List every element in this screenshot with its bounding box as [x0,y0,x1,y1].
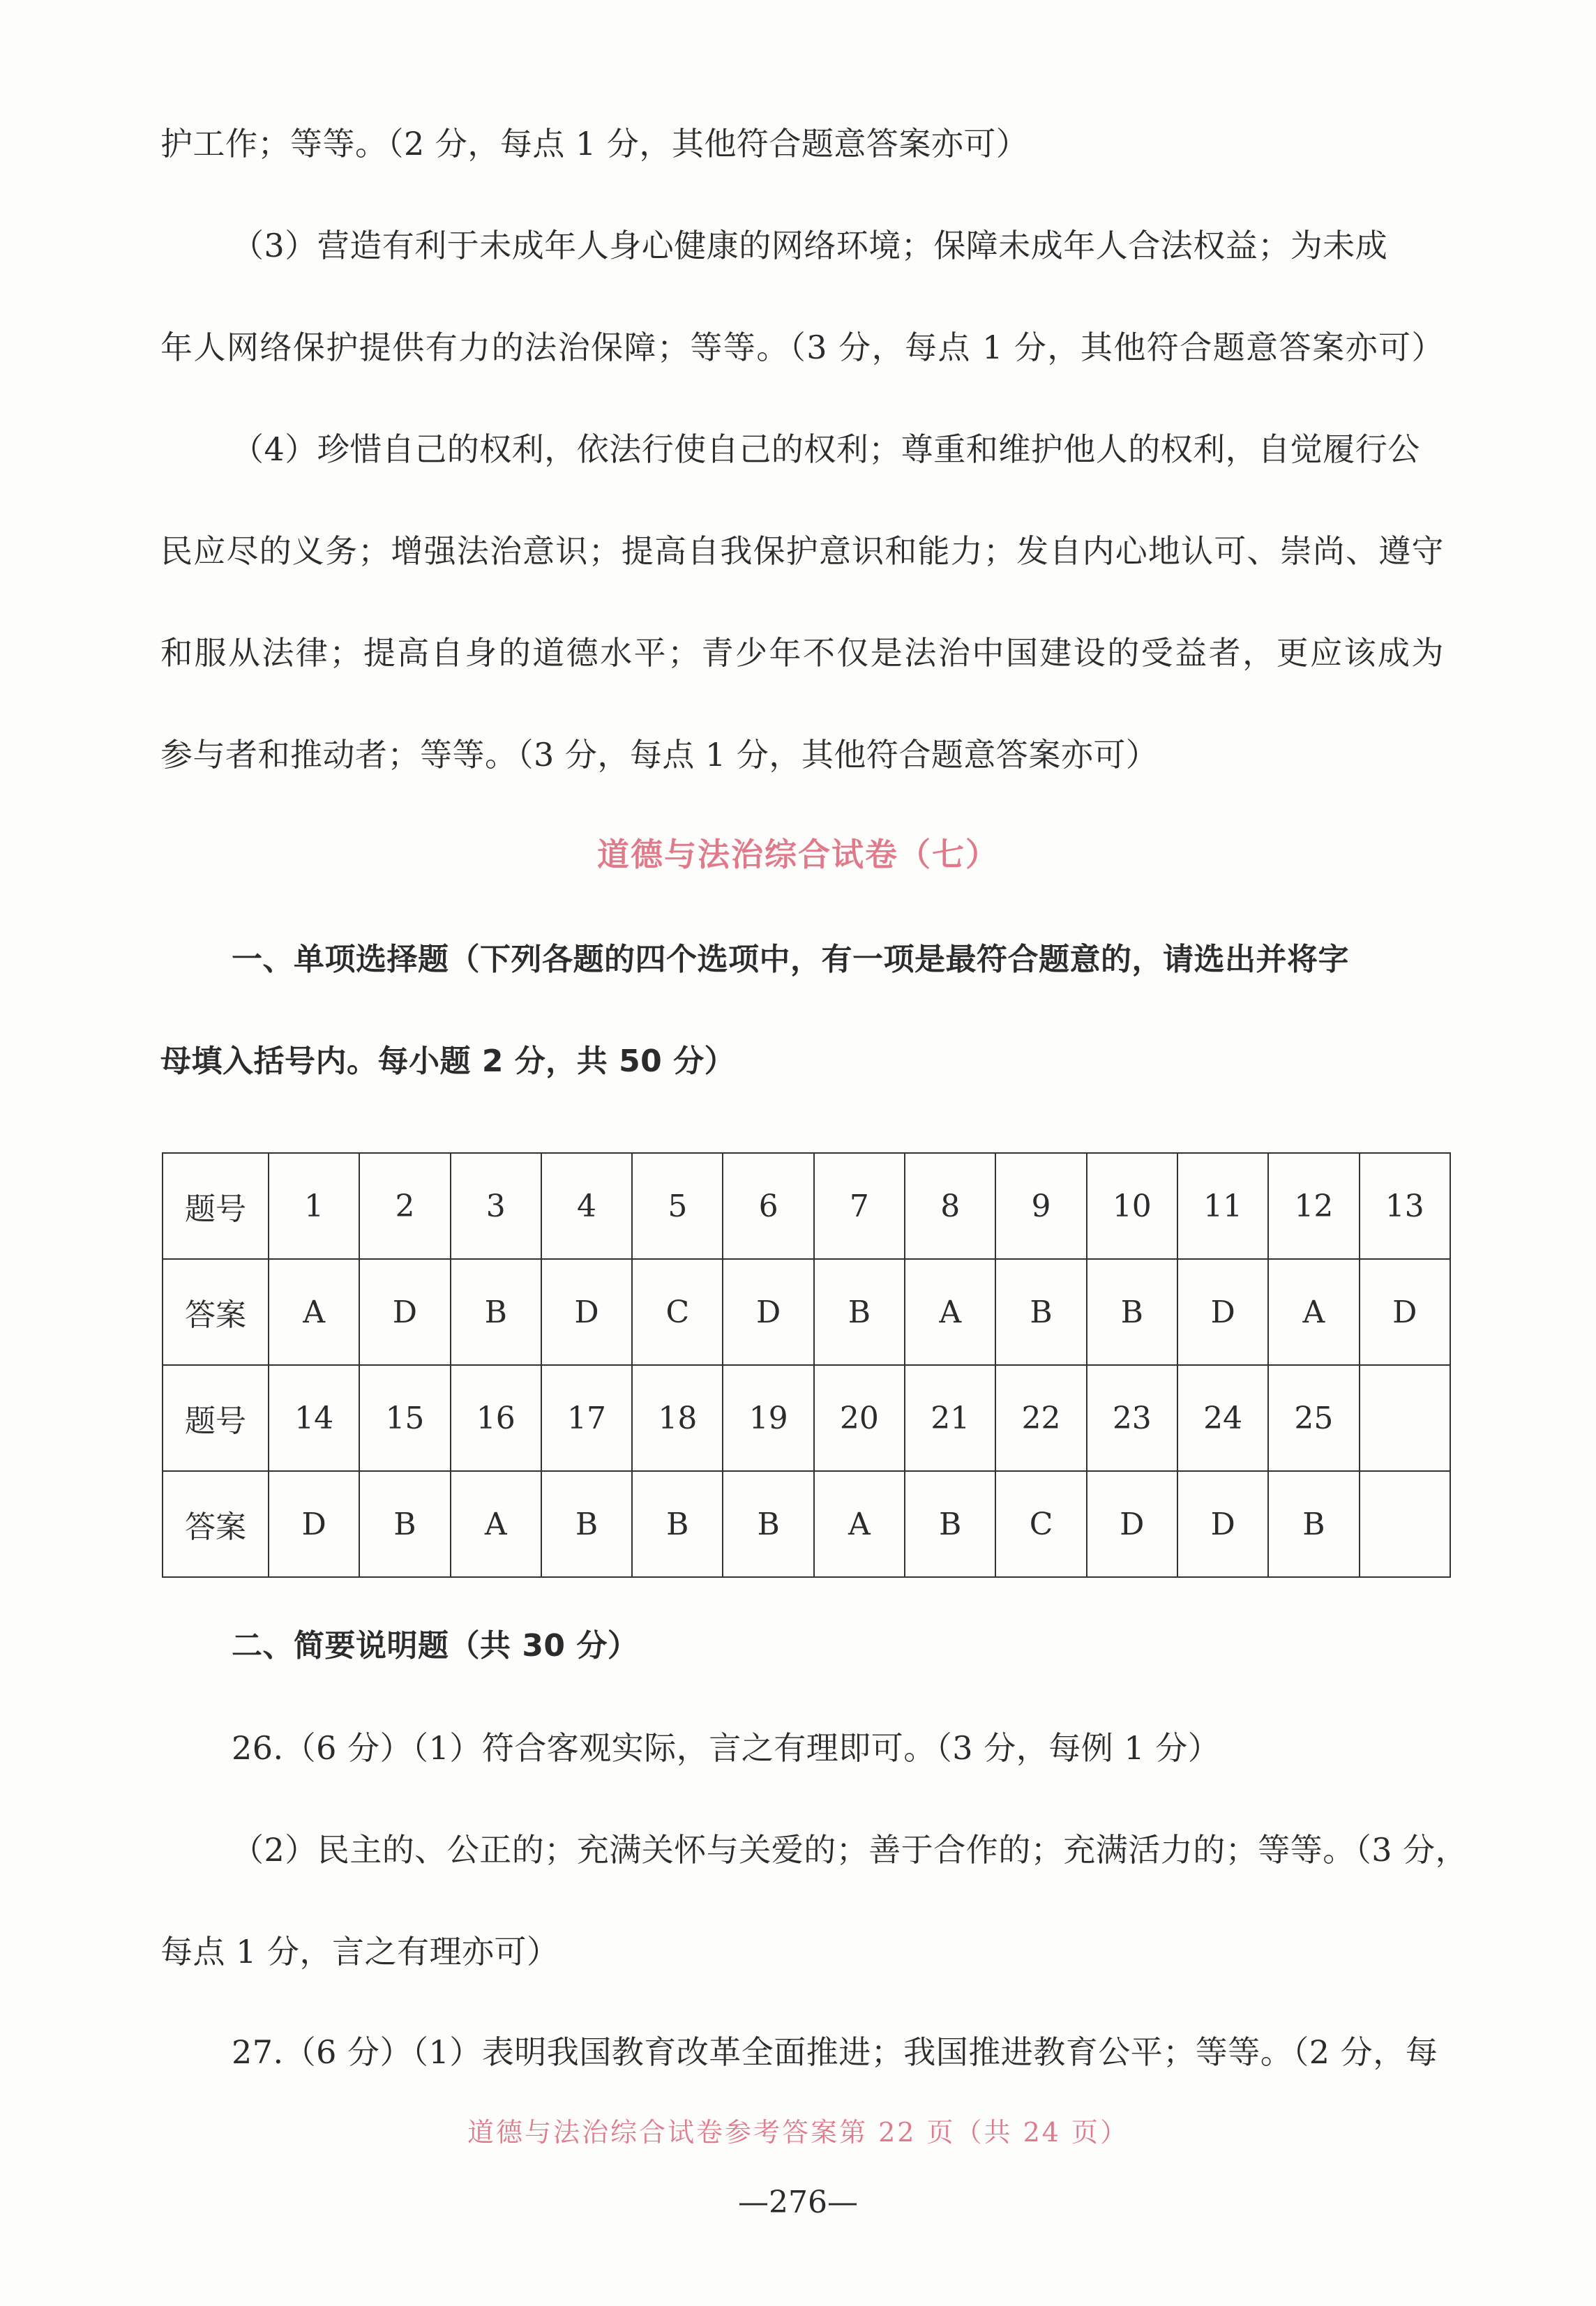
question-number-cell: 25 [1268,1365,1359,1471]
page-number: —276— [738,2185,858,2220]
answer-line: 26.（6 分）（1）符合客观实际，言之有理即可。（3 分，每例 1 分） [232,1729,1221,1767]
answer-cell: B [723,1471,813,1577]
table-row [163,1259,1450,1365]
question-number-cell: 17 [541,1365,632,1471]
answer-line: （3）营造有利于未成年人身心健康的网络环境；保障未成年人合法权益；为未成 [232,227,1388,264]
section2-heading: 二、简要说明题（共 30 分） [232,1628,639,1664]
footer-caption: 道德与法治综合试卷参考答案第 22 页（共 24 页） [467,2117,1129,2148]
row-label: 答案 [163,1471,269,1577]
table-row [163,1365,1450,1471]
question-number-cell: 14 [269,1365,359,1471]
question-number-cell: 16 [451,1365,541,1471]
answer-cell: D [723,1259,813,1365]
question-number-cell: 13 [1360,1153,1450,1259]
answer-cell [1360,1471,1450,1577]
question-number-cell: 8 [905,1153,995,1259]
answer-line: （4）珍惜自己的权利，依法行使自己的权利；尊重和维护他人的权利，自觉履行公 [232,430,1420,468]
answer-line: 参与者和推动者；等等。（3 分，每点 1 分，其他符合题意答案亦可） [160,736,1159,774]
answer-line: 和服从法律；提高自身的道德水平；青少年不仅是法治中国建设的受益者，更应该成为 [160,634,1444,672]
answer-cell: A [905,1259,995,1365]
question-number-cell: 21 [905,1365,995,1471]
answer-cell: B [632,1471,723,1577]
answer-line: 民应尽的义务；增强法治意识；提高自我保护意识和能力；发自内心地认可、崇尚、遵守 [160,532,1444,570]
answer-cell: B [905,1471,995,1577]
section1-heading-cont: 母填入括号内。每小题 2 分，共 50 分） [160,1043,736,1079]
answer-cell: B [541,1471,632,1577]
row-label: 题号 [163,1153,269,1259]
question-number-cell: 18 [632,1365,723,1471]
answer-cell: B [451,1259,541,1365]
question-number-cell: 15 [359,1365,450,1471]
answer-cell: C [995,1471,1086,1577]
question-number-cell: 10 [1087,1153,1177,1259]
question-number-cell: 12 [1268,1153,1359,1259]
question-number-cell [1360,1365,1450,1471]
answer-cell: D [541,1259,632,1365]
question-number-cell: 6 [723,1153,813,1259]
answer-cell: D [269,1471,359,1577]
exam-title: 道德与法治综合试卷（七） [597,836,999,873]
question-number-cell: 9 [995,1153,1086,1259]
answer-cell: A [1268,1259,1359,1365]
question-number-cell: 23 [1087,1365,1177,1471]
question-number-cell: 4 [541,1153,632,1259]
question-number-cell: 3 [451,1153,541,1259]
answer-cell: B [814,1259,905,1365]
answer-line: 27.（6 分）（1）表明我国教育改革全面推进；我国推进教育公平；等等。（2 分，每 [232,2033,1438,2071]
answer-cell: D [359,1259,450,1365]
answer-cell: D [1177,1259,1268,1365]
question-number-cell: 7 [814,1153,905,1259]
question-number-cell: 24 [1177,1365,1268,1471]
table-row [163,1471,1450,1577]
answer-cell: A [269,1259,359,1365]
answer-cell: B [359,1471,450,1577]
question-number-cell: 1 [269,1153,359,1259]
answer-cell: B [1087,1259,1177,1365]
answer-cell: D [1360,1259,1450,1365]
answer-cell: B [995,1259,1086,1365]
section1-heading: 一、单项选择题（下列各题的四个选项中，有一项是最符合题意的，请选出并将字 [232,942,1349,977]
answer-line: 年人网络保护提供有力的法治保障；等等。（3 分，每点 1 分，其他符合题意答案亦可） [160,329,1444,366]
answer-cell: D [1087,1471,1177,1577]
question-number-cell: 5 [632,1153,723,1259]
question-number-cell: 22 [995,1365,1086,1471]
row-label: 答案 [163,1259,269,1365]
question-number-cell: 19 [723,1365,813,1471]
question-number-cell: 11 [1177,1153,1268,1259]
answer-table [162,1152,1451,1578]
row-label: 题号 [163,1365,269,1471]
answer-line: 每点 1 分，言之有理亦可） [160,1933,559,1970]
answer-cell: B [1268,1471,1359,1577]
answer-line: 护工作；等等。（2 分，每点 1 分，其他符合题意答案亦可） [160,125,1029,163]
answer-cell: A [451,1471,541,1577]
answer-cell: C [632,1259,723,1365]
table-row [163,1153,1450,1259]
answer-cell: D [1177,1471,1268,1577]
question-number-cell: 2 [359,1153,450,1259]
answer-line: （2）民主的、公正的；充满关怀与关爱的；善于合作的；充满活力的；等等。（3 分， [232,1831,1468,1869]
answer-cell: A [814,1471,905,1577]
question-number-cell: 20 [814,1365,905,1471]
